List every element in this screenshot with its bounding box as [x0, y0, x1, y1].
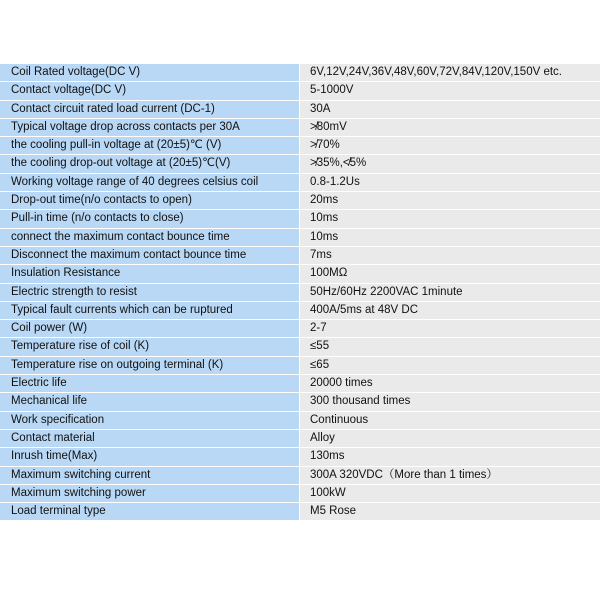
spec-label: Maximum switching power: [0, 485, 300, 502]
spec-value: 5-1000V: [300, 82, 600, 99]
spec-value: 20ms: [300, 192, 600, 209]
spec-label: Load terminal type: [0, 503, 300, 520]
table-row: [0, 155, 600, 173]
spec-label: Work specification: [0, 412, 300, 429]
spec-value: 20000 times: [300, 375, 600, 392]
table-row: [0, 119, 600, 137]
spec-label: Contact material: [0, 430, 300, 447]
table-row: [0, 448, 600, 466]
spec-value: 0.8-1.2Us: [300, 174, 600, 191]
spec-table: [0, 64, 600, 521]
spec-value: 10ms: [300, 229, 600, 246]
table-row: [0, 338, 600, 356]
spec-label: Disconnect the maximum contact bounce time: [0, 247, 300, 264]
table-row: [0, 64, 600, 82]
spec-value: 300A 320VDC（More than 1 times）: [300, 467, 600, 484]
spec-value: Continuous: [300, 412, 600, 429]
table-row: [0, 430, 600, 448]
spec-value: 6V,12V,24V,36V,48V,60V,72V,84V,120V,150V etc.: [300, 64, 600, 81]
spec-value: 100kW: [300, 485, 600, 502]
spec-label: the cooling pull-in voltage at (20±5)℃ (V): [0, 137, 300, 154]
spec-value: 400A/5ms at 48V DC: [300, 302, 600, 319]
table-row: [0, 137, 600, 155]
spec-label: Pull-in time (n/o contacts to close): [0, 210, 300, 227]
table-row: [0, 485, 600, 503]
spec-label: Drop-out time(n/o contacts to open): [0, 192, 300, 209]
table-row: [0, 467, 600, 485]
table-row: [0, 393, 600, 411]
spec-label: Working voltage range of 40 degrees celsius coil: [0, 174, 300, 191]
spec-value: 7ms: [300, 247, 600, 264]
spec-label: Inrush time(Max): [0, 448, 300, 465]
table-row: [0, 302, 600, 320]
spec-value: 2-7: [300, 320, 600, 337]
spec-label: connect the maximum contact bounce time: [0, 229, 300, 246]
table-row: [0, 284, 600, 302]
spec-value: 30A: [300, 101, 600, 118]
table-row: [0, 174, 600, 192]
spec-value: 50Hz/60Hz 2200VAC 1minute: [300, 284, 600, 301]
spec-value: ≯80mV: [300, 119, 600, 136]
spec-label: Coil power (W): [0, 320, 300, 337]
spec-label: Temperature rise on outgoing terminal (K): [0, 357, 300, 374]
table-row: [0, 265, 600, 283]
spec-value: 300 thousand times: [300, 393, 600, 410]
table-row: [0, 82, 600, 100]
spec-label: Temperature rise of coil (K): [0, 338, 300, 355]
spec-value: 10ms: [300, 210, 600, 227]
spec-label: Mechanical life: [0, 393, 300, 410]
table-row: [0, 357, 600, 375]
spec-label: Contact circuit rated load current (DC-1): [0, 101, 300, 118]
spec-label: the cooling drop-out voltage at (20±5)℃(V): [0, 155, 300, 172]
spec-label: Maximum switching current: [0, 467, 300, 484]
spec-value: ≤65: [300, 357, 600, 374]
spec-value: Alloy: [300, 430, 600, 447]
spec-value: 100MΩ: [300, 265, 600, 282]
table-row: [0, 210, 600, 228]
spec-label: Typical fault currents which can be ruptured: [0, 302, 300, 319]
spec-label: Typical voltage drop across contacts per 30A: [0, 119, 300, 136]
spec-value: 130ms: [300, 448, 600, 465]
table-row: [0, 101, 600, 119]
spec-value: M5 Rose: [300, 503, 600, 520]
spec-label: Electric strength to resist: [0, 284, 300, 301]
spec-label: Insulation Resistance: [0, 265, 300, 282]
spec-label: Contact voltage(DC V): [0, 82, 300, 99]
table-row: [0, 320, 600, 338]
table-row: [0, 503, 600, 521]
spec-label: Coil Rated voltage(DC V): [0, 64, 300, 81]
spec-label: Electric life: [0, 375, 300, 392]
table-row: [0, 247, 600, 265]
table-row: [0, 412, 600, 430]
table-row: [0, 192, 600, 210]
table-row: [0, 375, 600, 393]
table-row: [0, 229, 600, 247]
spec-value: ≯70%: [300, 137, 600, 154]
spec-value: ≤55: [300, 338, 600, 355]
spec-value: ≯35%,≮5%: [300, 155, 600, 172]
